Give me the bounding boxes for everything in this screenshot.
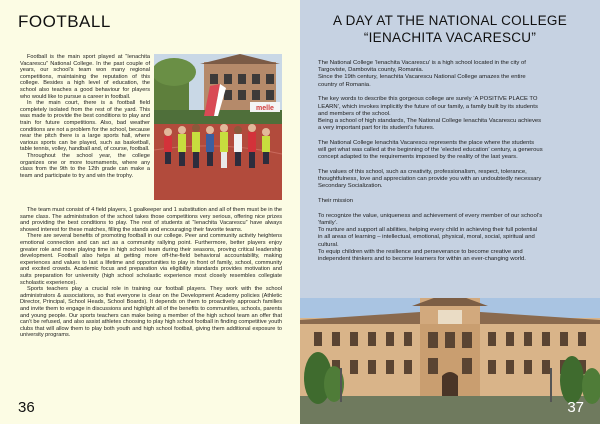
college-paragraph: The values of this school, such as creativity, professionalism, respect, tolerance, thoughtfulness, love and appreciation can provide you with an undoubtedly necessary Secondary Socialization. (318, 168, 542, 190)
title-line-1: A DAY AT THE NATIONAL COLLEGE (332, 13, 568, 28)
title-line-2: “IENACHITA VACARESCU” (363, 30, 537, 45)
college-paragraph: The National College Ienachita Vacarescu represents the place where the students will get what was called at the beginning of the ‘elected education’ century, a generous concept adapted to the requirements imposed by the reality of the last years. (318, 139, 543, 161)
mission-heading: Their mission (318, 198, 354, 205)
college-paragraph: To recognize the value, uniqueness and achievement of every member of our school’s ‘family’. To nurture and support all abilities, helping every child in achieving their full potential in all areas of learning – intellectual, emotional, physical, moral, social, spiritual and cultural. To equip children with the resilience and perseverance to become creative and independent thinkers and to become learners for within an ever-changing world. (318, 212, 543, 262)
page-number-right: 37 (567, 399, 584, 416)
page-number-left: 36 (18, 399, 35, 416)
football-paragraph: The team must consist of 4 field players, 1 goalkeeper and 1 substitution and all of them must be in the same class. The administration of the school takes those competitions very serious, offering nice prizes and providing the best conditions to play. The rest of students at “Ienachita Vacarescu” have always showed interest for these matches, filling the stands and encouraging their favorite teams. (20, 207, 282, 233)
football-paragraph: Throughout the school year, the college organizes one or more tournaments, where any class from the 9th to the 12th grade can make a team and participate to try and win the trophy. (20, 152, 150, 179)
football-body-text (20, 207, 282, 339)
college-paragraph: The National College ‘Ienachita Vacarescu’ is a high school located in the city of Targoviste, Dambovita county, Romania. Since the 19th century, Ienachita Vacarescu National College amazes the entire country of Romania. (318, 60, 526, 88)
football-intro-column (20, 54, 150, 179)
page-title-national-college (300, 12, 600, 46)
college-description (318, 60, 586, 271)
football-paragraph: In the main court, there is a football field completely isolated from the rest of the yard. This was made to provide the best conditions to play and train for future competitions. Also, bad weather conditions are not a problem for the school, because near the pitch there is a large sports hall, where various sports can be played, such as basketball, table tennis, volley, handball and, of course, football. (20, 100, 150, 153)
page-title-football: FOOTBALL (18, 12, 111, 31)
football-paragraph: Football is the main sport played at “Ienachita Vacarescu” National College. In the past couple of years, our school’s team won many regional competitions, maintaining the reputation of this college. Besides a high level of education, the school also teaches a good behaviour for players who would like to pursue a career in football. (20, 54, 150, 100)
football-paragraph: There are several benefits of promoting football in our college. Peer and community activity heightens emotional connection and can act as a community rallying point. Furthermore, better players enjoy greater role and more playing time in high school team during their seasons, proving critical leadership development. Football also helps at getting more off-the-field behavioral accountability, making experiences and values to last a lifetime and opportunities to play in front of family, school, community and excited crowds. Academic focus and preparation via eligibility standards provides motivation and suits preparation for university (high school scholastic experience most closely resembles collegiate scholastic experience). (20, 233, 282, 286)
football-paragraph: Sports teachers play a crucial role in training our football players. They work with the school administrators & associations, so that everyone is clear on the Development Academy policies (Athletic Director, Principal, School Heads, School Boards). It depends on them to proactively approach families and invite them to engage in discussions and highlight all of the benefits to communities, schools, parents and young people. Our sports teachers can make being a member of the high school team an offer that can’t be refused, and also assist athletes choosing to play high school football in finding competitive youth clubs that will allow them to play both youth and high school football, giving them additional exposure to university programs. (20, 286, 282, 339)
college-paragraph: The key words to describe this gorgeous college are surely ‘A POSITIVE PLACE TO LEARN’, which invokes implicitly the future of our family, a family built by its students and members of the school. Being a school of high standards, The National College Ienachita Vacarescu achieves a very important part for its student’s futures. (318, 96, 542, 132)
banner-text: melle (256, 105, 274, 112)
football-team-photo (154, 54, 282, 200)
right-page-footer (300, 397, 600, 424)
